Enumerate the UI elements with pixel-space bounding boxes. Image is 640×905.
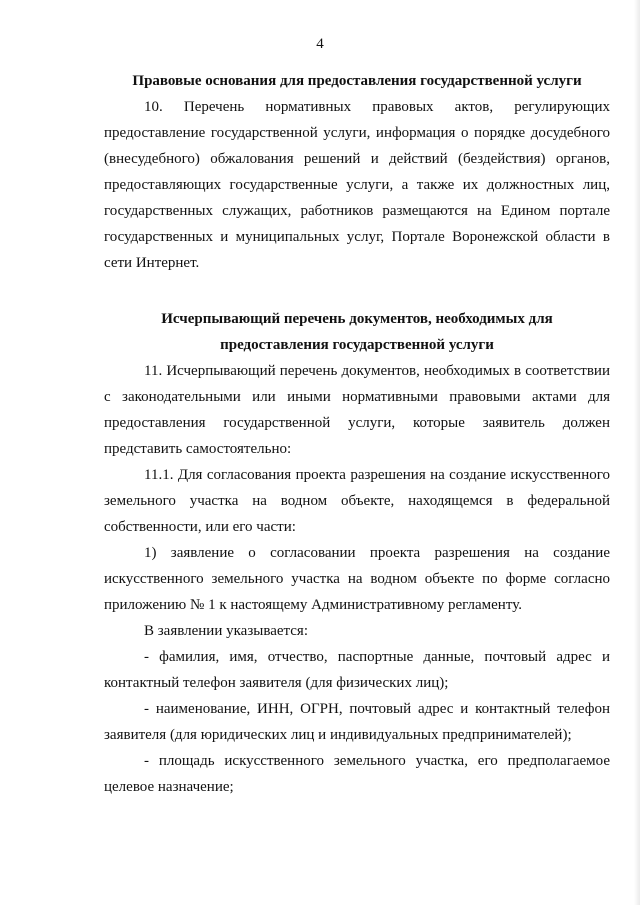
document-body [104,68,610,800]
section-heading-legal-basis: Правовые основания для предоставления государственной услуги [132,73,582,89]
paragraph-10: 10. Перечень нормативных правовых актов, регулирующих предоставление государственной услуги, информация о порядке досудебного (внесудебного) обжалования решений и действий (бездействия) органов, предоставляющих государственные услуги, а также их должностных лиц, государственных служащих, работников размещаются на Едином портале государственных и муниципальных услуг, Портале Воронежской области в сети Интернет. [104,99,610,271]
section-spacer [104,276,610,306]
section-heading-documents-line1: Исчерпывающий перечень документов, необходимых для [161,311,553,327]
paragraph-11-1: 11.1. Для согласования проекта разрешения на создание искусственного земельного участка на водном объекте, находящемся в федеральной собственности, или его части: [104,467,610,535]
page-number: 4 [316,36,324,52]
bullet-item-individuals: - фамилия, имя, отчество, паспортные данные, почтовый адрес и контактный телефон заявителя (для физических лиц); [104,649,610,691]
application-intro: В заявлении указывается: [144,623,308,639]
bullet-item-legal-entities: - наименование, ИНН, ОГРН, почтовый адрес и контактный телефон заявителя (для юридических лиц и индивидуальных предпринимателей); [104,701,610,743]
bullet-item-area: - площадь искусственного земельного участка, его предполагаемое целевое назначение; [104,753,610,795]
paragraph-11: 11. Исчерпывающий перечень документов, необходимых в соответствии с законодательными или иными нормативными правовыми актами для предоставления государственной услуги, которые заявитель должен представить самостоятельно: [104,363,610,457]
list-item-1: 1) заявление о согласовании проекта разрешения на создание искусственного земельного участка на водном объекте по форме согласно приложению № 1 к настоящему Административному регламенту. [104,545,610,613]
section-heading-documents-line2: предоставления государственной услуги [220,337,494,353]
